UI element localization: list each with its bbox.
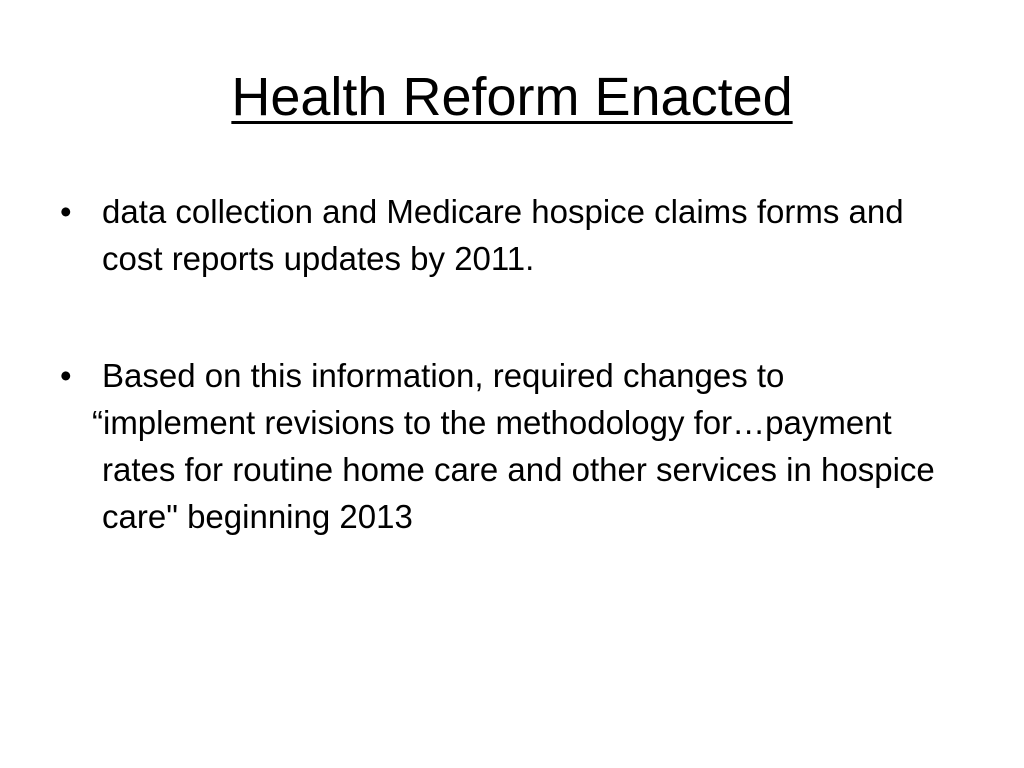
bullet-text: data collection and Medicare hospice claims forms and cost reports updates by 2011. (102, 193, 904, 277)
bullet-text: Based on this information, required changes to (102, 357, 785, 394)
quote-text: “implement revisions to the methodology for…payment rates for routine home care and other services in hospice care" beginning 2013 (92, 404, 935, 535)
bullet-list (60, 188, 960, 540)
bullet-dot-icon: • (60, 193, 72, 230)
bullet-continuation (60, 399, 960, 540)
bullet-spacer (60, 282, 960, 352)
bullet-item (60, 352, 960, 399)
bullet-dot-icon: • (60, 357, 72, 394)
slide-title: Health Reform Enacted (231, 67, 793, 127)
bullet-item (60, 188, 960, 282)
